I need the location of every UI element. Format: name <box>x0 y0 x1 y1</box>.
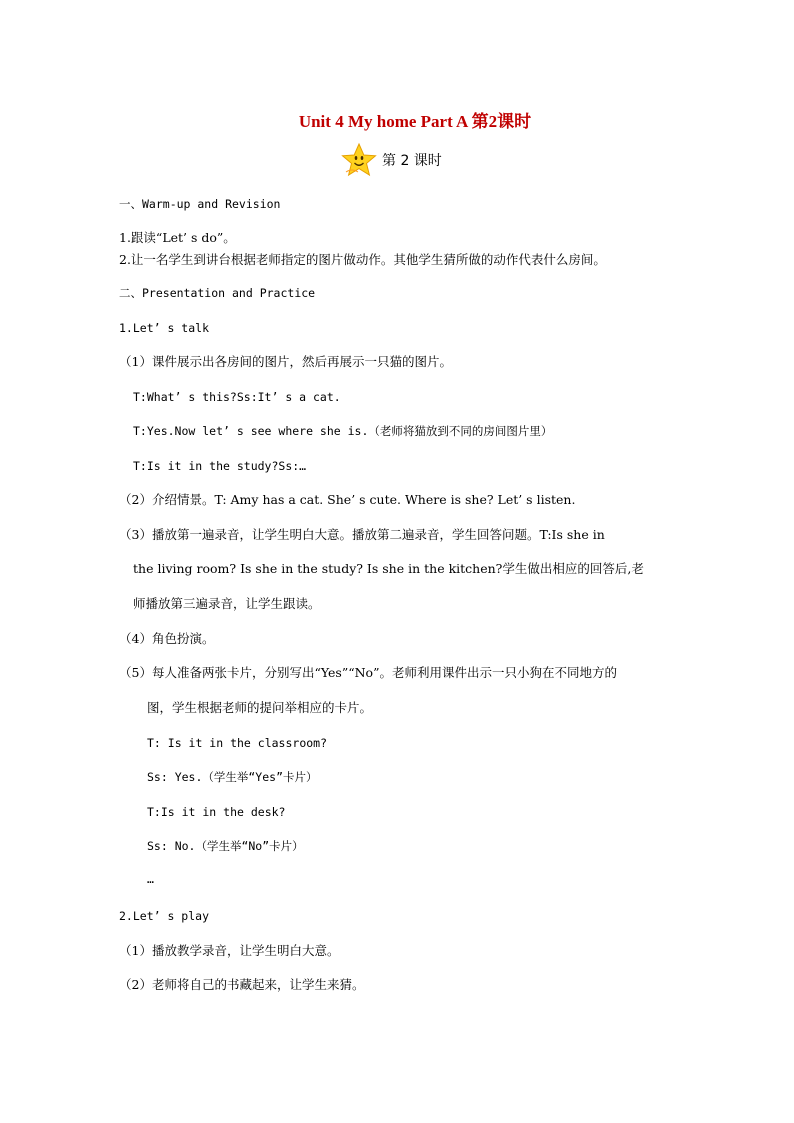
dialogue-line: T:What’ s this?Ss:It’ s a cat. <box>133 390 341 404</box>
section-heading-presentation: 二、Presentation and Practice <box>119 286 316 300</box>
ellipsis-line: … <box>147 872 154 886</box>
dialogue-line: T:Is it in the desk? <box>147 805 286 819</box>
text-line: 图，学生根据老师的提问举相应的卡片。 <box>147 700 373 715</box>
text-line: （4）角色扮演。 <box>119 631 215 646</box>
text-line: （5）每人准备两张卡片，分别写出“Yes”“No”。老师利用课件出示一只小狗在不同地方的 <box>119 665 617 680</box>
document-title: Unit 4 My home Part A 第2课时 <box>298 112 532 131</box>
text-line: 1.跟读“Let’ s do”。 <box>119 230 236 245</box>
text-line: 师播放第三遍录音，让学生跟读。 <box>133 596 321 611</box>
subtitle-text: 第 2 课时 <box>382 153 442 169</box>
dialogue-line: Ss: No.（学生举“No”卡片） <box>147 839 304 853</box>
section-heading-warm-up: 一、Warm-up and Revision <box>119 197 281 211</box>
dialogue-line: Ss: Yes.（学生举“Yes”卡片） <box>147 770 318 784</box>
dialogue-line: T:Yes.Now let’ s see where she is.（老师将猫放到不同的房间图片里） <box>133 424 553 438</box>
text-line: （1）课件展示出各房间的图片，然后再展示一只猫的图片。 <box>119 354 452 369</box>
text-line: 2.让一名学生到讲台根据老师指定的图片做动作。其他学生猜所做的动作代表什么房间。 <box>119 252 606 267</box>
text-line: the living room? Is she in the study? Is she in the kitchen?学生做出相应的回答后,老 <box>133 561 644 576</box>
star-icon <box>340 142 378 178</box>
text-line: （2）介绍情景。T: Amy has a cat. She’ s cute. Where is she? Let’ s listen. <box>119 492 576 507</box>
dialogue-line: T: Is it in the classroom? <box>147 736 328 750</box>
subsection-heading-lets-talk: 1.Let’ s talk <box>119 321 210 335</box>
lesson-subtitle <box>340 142 442 178</box>
text-line: （3）播放第一遍录音，让学生明白大意。播放第二遍录音，学生回答问题。T:Is she in <box>119 527 605 542</box>
subsection-heading-lets-play: 2.Let’ s play <box>119 909 210 923</box>
text-line: （1）播放教学录音，让学生明白大意。 <box>119 943 340 958</box>
text-line: （2）老师将自己的书藏起来，让学生来猜。 <box>119 977 365 992</box>
dialogue-line: T:Is it in the study?Ss:… <box>133 459 307 473</box>
